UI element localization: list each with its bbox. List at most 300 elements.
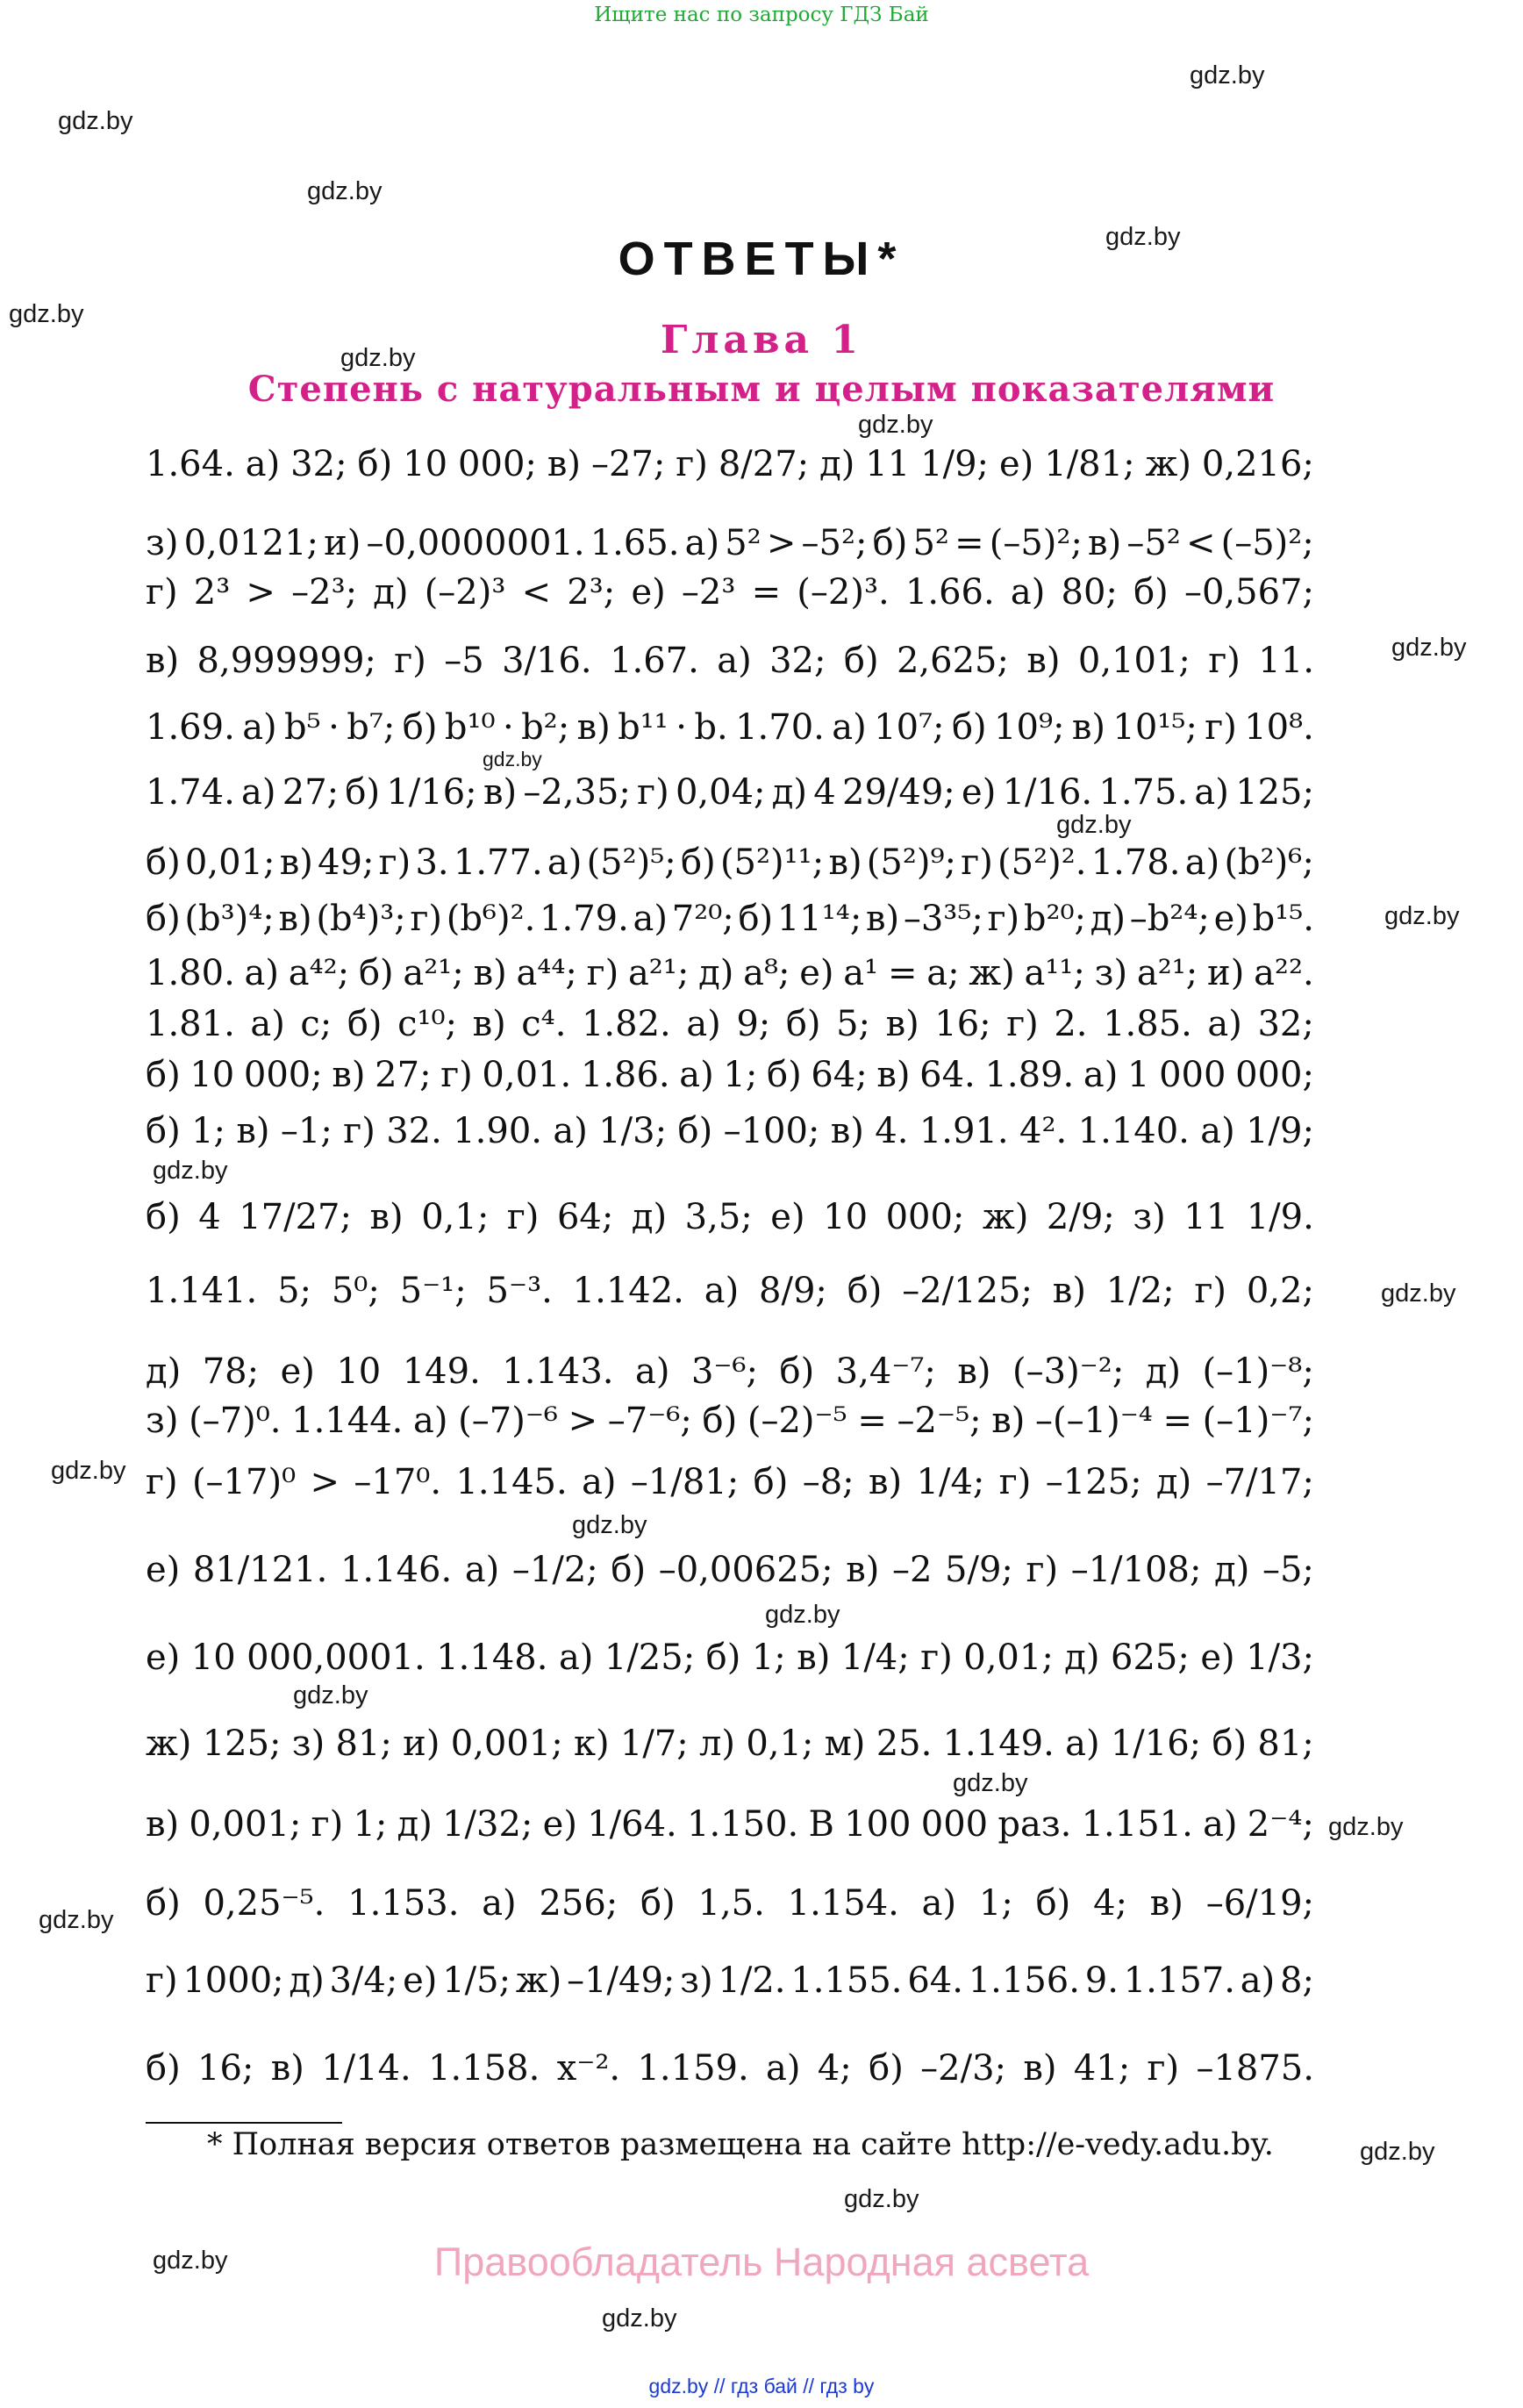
answer-token: 000; [458, 444, 537, 484]
answer-token: в) [828, 842, 862, 883]
answer-token: 000; [243, 1055, 323, 1095]
answer-token: а) [1194, 772, 1229, 813]
answer-token: в) [1052, 1271, 1086, 1311]
answer-line [146, 1004, 1314, 1044]
answer-token: 1.78. [1090, 842, 1181, 883]
answer-token: 1/32; [442, 1804, 533, 1845]
answer-token: а) [245, 444, 281, 484]
answer-token: > [310, 1462, 340, 1502]
answer-token: 1/16; [1110, 1724, 1202, 1764]
answer-token: c; [300, 1004, 332, 1044]
answer-token: 0,0121; [183, 523, 318, 563]
answer-token: 2⁻⁴; [1247, 1804, 1314, 1845]
answer-token: а) [1203, 1804, 1238, 1845]
answer-token: 1; [723, 1055, 758, 1095]
answer-token: г) [1006, 1004, 1039, 1044]
answer-token: а) [1010, 572, 1046, 613]
answer-token: 000,0001. [247, 1638, 425, 1678]
answer-token: е) [146, 1638, 181, 1678]
answer-token: г) [311, 1804, 344, 1845]
answer-token: а) [921, 1883, 957, 1924]
answer-token: г) [440, 1055, 473, 1095]
answer-token: д) [698, 953, 734, 993]
answer-token: (b²)⁶; [1224, 842, 1314, 883]
answer-token: 1.159. [637, 2048, 749, 2089]
answer-token: (5²)². [997, 842, 1087, 883]
answer-token: к) [573, 1724, 610, 1764]
answer-token: а) [241, 772, 276, 813]
answer-token: г) [1026, 1550, 1059, 1590]
answer-token: 1/4; [916, 1462, 985, 1502]
answer-token: а) [684, 523, 720, 563]
watermark: gdz.by [858, 411, 933, 439]
answer-token: е) [1200, 1638, 1235, 1678]
watermark: gdz.by [9, 300, 84, 328]
answer-token: 1.82. [581, 1004, 671, 1044]
answer-token: 1.66. [905, 572, 995, 613]
answer-token: 1.70. [735, 707, 825, 748]
answer-token: б) [767, 1055, 802, 1095]
answer-token: ж) [515, 1960, 562, 2001]
answer-line [146, 444, 1314, 484]
answer-token: е) [1213, 899, 1248, 939]
answer-token: 1/25; [604, 1638, 696, 1678]
answer-token: 5² [725, 523, 762, 563]
answer-token: (5²)⁹; [866, 842, 957, 883]
answer-token: г) [410, 899, 442, 939]
answer-token: 1/5; [442, 1960, 511, 2001]
answer-token: в) [1026, 641, 1061, 681]
answer-token: (b⁴)³; [316, 899, 406, 939]
answer-token: 5⁻¹; [399, 1271, 467, 1311]
answer-token: 1.154. [787, 1883, 899, 1924]
answer-token: г) [1147, 2048, 1180, 2089]
watermark: gdz.by [58, 107, 133, 135]
answer-token: з) [680, 1960, 713, 2001]
answer-token: д) [1155, 1462, 1192, 1502]
answer-token: 1/4; [840, 1638, 910, 1678]
answer-token: 5² [912, 523, 949, 563]
answer-token: a²¹; [403, 953, 464, 993]
answer-token: в) [270, 2048, 304, 2089]
answer-token: 2,625; [896, 641, 1009, 681]
answer-token: 2³; [567, 572, 616, 613]
answer-token: в) [369, 1197, 404, 1237]
chapter-heading: Глава 1 [661, 318, 862, 362]
answer-token: 1/3; [1246, 1638, 1314, 1678]
answer-token: b¹¹ [618, 707, 669, 748]
answer-token: 1.89. [984, 1055, 1075, 1095]
answer-line [146, 2048, 1314, 2089]
answer-token: 1 [1126, 1055, 1150, 1095]
answer-token: в) [473, 953, 507, 993]
answer-token: 81; [1257, 1724, 1314, 1764]
answer-token: 0,216; [1201, 444, 1314, 484]
answer-token: 100 [844, 1804, 912, 1845]
answer-token: а) [635, 1351, 670, 1392]
answer-token: г) [146, 572, 178, 613]
answer-token: б) [146, 1055, 181, 1095]
answer-token: (–1)⁻⁷; [1202, 1401, 1314, 1441]
answer-token: а) [1200, 1111, 1235, 1151]
answer-token: 1.80. [146, 953, 235, 993]
answer-line [146, 523, 1314, 563]
answer-token: б) [869, 2048, 904, 2089]
answer-token: 5⁰; [331, 1271, 380, 1311]
answer-token: е) [770, 1197, 805, 1237]
answer-token: б) [677, 1111, 713, 1151]
answer-token: б) [146, 842, 181, 883]
answer-token: c⁴. [521, 1004, 567, 1044]
watermark: gdz.by [1190, 61, 1265, 90]
copyright-notice: Правообладатель Народная асвета [433, 2240, 1090, 2284]
answer-token: б) [1035, 1883, 1071, 1924]
answer-token: 8; [1280, 1960, 1314, 2001]
answer-token: в) [483, 772, 518, 813]
answer-token: г) [146, 1462, 178, 1502]
answer-line [146, 1638, 1314, 1678]
answer-token: 2. [1054, 1004, 1088, 1044]
answer-token: –0,00625; [658, 1550, 833, 1590]
watermark: gdz.by [1381, 1279, 1456, 1308]
answer-token: а) [766, 2048, 801, 2089]
answer-token: 1.81. [146, 1004, 235, 1044]
answer-token: –6/19; [1205, 1883, 1314, 1924]
watermark: gdz.by [51, 1457, 126, 1485]
answer-token: 1.149. [942, 1724, 1055, 1764]
answer-token: а) [413, 1401, 448, 1441]
answer-token: 10 [823, 1197, 869, 1237]
answer-token: в) [991, 1401, 1026, 1441]
answer-token: 1.157. [1123, 1960, 1235, 2001]
watermark: gdz.by [153, 2247, 228, 2275]
answer-token: 78; [202, 1351, 260, 1392]
answer-token: (5²)⁵; [586, 842, 676, 883]
answer-token: в) [332, 1055, 366, 1095]
answer-token: а) [242, 707, 277, 748]
answer-token: д) [397, 1804, 433, 1845]
answer-token: 64. [919, 1055, 976, 1095]
answer-token: г) [987, 899, 1020, 939]
answer-token: · [502, 707, 514, 748]
watermark: gdz.by [572, 1511, 647, 1539]
answer-token: 0,01; [963, 1638, 1054, 1678]
answer-token: 1.156. [968, 1960, 1080, 2001]
answer-token: д) [1145, 1351, 1182, 1392]
answer-token: 32. [386, 1111, 442, 1151]
answer-token: = [857, 1401, 887, 1441]
answer-token: 1.151. [1081, 1804, 1193, 1845]
answer-token: 11¹⁴; [776, 899, 862, 939]
answer-token: 1/7; [619, 1724, 689, 1764]
answer-token: a⁴²; [288, 953, 350, 993]
answer-token: 0,2; [1246, 1271, 1314, 1311]
answer-token: 10⁷; [874, 707, 945, 748]
answer-token: b²; [521, 707, 570, 748]
answer-token: –5² [1126, 523, 1181, 563]
answer-token: 5/9; [945, 1550, 1013, 1590]
answer-token: 1; [751, 1638, 786, 1678]
answer-token: x⁻². [556, 2048, 621, 2089]
answer-token: 1/3; [598, 1111, 668, 1151]
answer-token: ж) [982, 1197, 1029, 1237]
answer-token: 7²⁰; [671, 899, 734, 939]
answer-token: –2/3; [920, 2048, 1006, 2089]
answer-token: и) [324, 523, 361, 563]
answer-line [146, 1960, 1314, 2001]
answer-token: д) [771, 772, 808, 813]
answer-token: 0,01. [482, 1055, 572, 1095]
answer-token: раз. [997, 1804, 1072, 1845]
answer-token: б) [872, 523, 908, 563]
answer-token: з) [146, 523, 179, 563]
answer-token: 1.64. [146, 444, 235, 484]
answer-token: 1.91. [919, 1111, 1009, 1151]
answer-token: b⁵ [284, 707, 321, 748]
answer-token: а) [464, 1550, 500, 1590]
answer-token: в) [1071, 707, 1105, 748]
watermark: gdz.by [1384, 902, 1460, 930]
answer-token: а) [1207, 1004, 1242, 1044]
answer-token: а) [633, 899, 668, 939]
answer-token: 29/49; [842, 772, 955, 813]
answer-token: а) [832, 707, 867, 748]
answer-token: < [521, 572, 552, 613]
answer-token: > [766, 523, 797, 563]
answer-token: 17/27; [239, 1197, 352, 1237]
answer-token: –7/17; [1205, 1462, 1314, 1502]
answer-token: а) [244, 953, 279, 993]
answer-token: 8,999999; [197, 641, 376, 681]
answer-token: 000 [1159, 1055, 1226, 1095]
answer-token: –1/81; [630, 1462, 740, 1502]
answer-token: (–7)⁻⁶ [458, 1401, 558, 1441]
answer-token: 1.155. [790, 1960, 903, 2001]
answer-token: в) [885, 1004, 919, 1044]
answer-line [146, 1401, 1314, 1441]
answer-token: 0,01; [184, 842, 275, 883]
answer-token: –1/108; [1070, 1550, 1202, 1590]
answer-token: a¹¹; [1024, 953, 1085, 993]
answer-token: 25. [876, 1724, 933, 1764]
answer-token: 9; [736, 1004, 771, 1044]
answer-token: (b³)⁴; [184, 899, 275, 939]
answer-token: г) [586, 953, 619, 993]
answer-token: б) [843, 641, 879, 681]
answer-token: 1.150. [687, 1804, 799, 1845]
answer-line [146, 1462, 1314, 1502]
answer-token: 32; [290, 444, 347, 484]
answer-token: б) [402, 707, 438, 748]
answer-token: м) [824, 1724, 866, 1764]
answer-token: г) [637, 772, 669, 813]
answer-line [146, 1550, 1314, 1590]
answer-token: 1/2. [718, 1960, 786, 2001]
answer-token: 1.85. [1103, 1004, 1192, 1044]
answer-token: в) [846, 1550, 880, 1590]
answer-token: 0,1; [746, 1724, 814, 1764]
answer-token: 149. [402, 1351, 481, 1392]
answer-token: г) [961, 842, 993, 883]
answer-token: г) [146, 1960, 178, 2001]
answer-token: 000; [885, 1197, 965, 1237]
answer-token: 1.79. [540, 899, 629, 939]
answer-token: = [751, 572, 782, 613]
answer-token: ж) [969, 953, 1015, 993]
answer-token: 1/2; [1105, 1271, 1175, 1311]
answer-token: е) [631, 572, 666, 613]
answer-line [146, 1724, 1314, 1764]
answer-token: 1.145. [455, 1462, 568, 1502]
answer-token: б) [345, 772, 381, 813]
footnote: * Полная версия ответов размещена на сайте http://e-vedy.adu.by. [207, 2127, 1274, 2162]
answer-token: 1.146. [340, 1550, 453, 1590]
answer-token: > [246, 572, 275, 613]
watermark: gdz.by [1105, 223, 1181, 251]
answer-token: 1.148. [436, 1638, 548, 1678]
answer-token: 1.143. [502, 1351, 614, 1392]
answer-line [146, 953, 1314, 993]
answer-token: а) [250, 1004, 285, 1044]
watermark: gdz.by [483, 748, 542, 770]
answer-token: –5²; [801, 523, 868, 563]
answer-token: (–5)²; [989, 523, 1083, 563]
answer-token: б) [347, 1004, 383, 1044]
answer-token: 80; [1061, 572, 1118, 613]
answer-token: в) [1023, 2048, 1057, 2089]
answer-line [146, 1804, 1314, 1845]
answer-token: д) [631, 1197, 668, 1237]
watermark: gdz.by [1360, 2138, 1435, 2166]
page-title: ОТВЕТЫ* [618, 233, 905, 285]
answer-line [146, 1351, 1314, 1392]
answer-token: –b²⁴; [1129, 899, 1210, 939]
answer-token: 10 [336, 1351, 382, 1392]
answer-token: (–5)²; [1220, 523, 1314, 563]
answer-token: в) [146, 1804, 180, 1845]
answer-token: –2,35; [523, 772, 631, 813]
answer-token: –2³; [291, 572, 358, 613]
answer-token: –125; [1045, 1462, 1142, 1502]
answer-token: 41; [1073, 2048, 1131, 2089]
top-banner-link[interactable]: Ищите нас по запросу ГДЗ Бай [594, 4, 929, 26]
answer-token: 27; [375, 1055, 432, 1095]
answer-token: –3³⁵; [903, 899, 983, 939]
watermark: gdz.by [39, 1906, 114, 1934]
answer-token: 1.158. [428, 2048, 540, 2089]
answer-token: в) [869, 1462, 903, 1502]
answer-token: з) [291, 1724, 325, 1764]
answer-token: 64. [907, 1960, 963, 2001]
answer-token: 1.77. [453, 842, 543, 883]
answer-token: (–2)³. [797, 572, 890, 613]
answer-token: –(–1)⁻⁴ [1035, 1401, 1153, 1441]
answer-token: 11 [1183, 1197, 1229, 1237]
answer-token: е) [146, 1550, 181, 1590]
answer-token: д) [146, 1351, 182, 1392]
answer-token: 5⁻³. [486, 1271, 553, 1311]
answer-token: –27; [590, 444, 666, 484]
answer-token: 0,1; [421, 1197, 490, 1237]
answer-token: –2/125; [902, 1271, 1033, 1311]
answer-token: –1/2; [511, 1550, 598, 1590]
answer-token: в) [279, 842, 313, 883]
answer-token: 1.140. [1077, 1111, 1190, 1151]
chapter-subtitle: Степень с натуральным и целым показателями [247, 369, 1276, 410]
answer-token: в) [146, 641, 180, 681]
watermark: gdz.by [1391, 634, 1467, 662]
answer-token: а) [1240, 1960, 1276, 2001]
answer-token: ж) [146, 1724, 192, 1764]
answer-token: з) [146, 1401, 179, 1441]
answer-token: в) [472, 1004, 506, 1044]
answer-line [146, 641, 1314, 681]
answer-token: (–7)⁰. [189, 1401, 282, 1441]
answer-token: в) [1149, 1883, 1183, 1924]
answer-token: б) [681, 842, 716, 883]
answer-token: 5; [277, 1271, 311, 1311]
answer-token: г) [1205, 707, 1237, 748]
answer-token: 1/16. [1002, 772, 1093, 813]
answer-token: –5 [444, 641, 484, 681]
answer-token: (–2)⁻⁵ [747, 1401, 847, 1441]
answer-token: a²¹; [1136, 953, 1198, 993]
answer-token: 16; [934, 1004, 991, 1044]
answer-token: b¹⁵. [1252, 899, 1314, 939]
answer-token: б) [146, 1197, 181, 1237]
answer-token: 4 [813, 772, 836, 813]
answer-token: 4². [1019, 1111, 1068, 1151]
answer-token: –1; [280, 1111, 332, 1151]
answer-token: –17⁰. [354, 1462, 442, 1502]
answer-token: 625; [1111, 1638, 1190, 1678]
answer-line [146, 707, 1314, 748]
answer-token: –0,567; [1183, 572, 1314, 613]
answer-token: 10¹⁵; [1112, 707, 1198, 748]
answer-token: д) [1064, 1638, 1100, 1678]
bottom-links[interactable]: gdz.by // гдз бай // гдз by [648, 2375, 875, 2397]
answer-token: b. [694, 707, 728, 748]
answer-token: 11 [865, 444, 911, 484]
answer-token: б) [753, 1462, 789, 1502]
answer-token: (b⁶)². [446, 899, 536, 939]
answer-token: б) [611, 1550, 647, 1590]
answer-token: a⁸; [743, 953, 790, 993]
answer-line [146, 1197, 1314, 1237]
answer-token: в) [576, 707, 611, 748]
answer-token: г) [1208, 641, 1241, 681]
answer-token: 1/9. [1246, 1197, 1314, 1237]
answer-token: а) [1184, 842, 1220, 883]
answer-token: 1/81; [1044, 444, 1135, 484]
answer-token: д) [819, 444, 855, 484]
answer-token: 1000; [182, 1960, 284, 2001]
answer-token: 2³ [193, 572, 231, 613]
answer-token: 0,001; [450, 1724, 563, 1764]
answer-token: 000 [920, 1804, 989, 1845]
answer-token: д) [1090, 899, 1126, 939]
answer-token: 3,4⁻⁷; [835, 1351, 936, 1392]
answer-token: а) [686, 1004, 721, 1044]
answer-token: 1/14. [321, 2048, 411, 2089]
answer-token: 32; [1257, 1004, 1314, 1044]
answer-token: b⁷; [347, 707, 396, 748]
answer-token: д) [373, 572, 409, 613]
answer-token: а) [558, 1638, 594, 1678]
answer-token: 64; [556, 1197, 614, 1237]
answer-token: б) [146, 1883, 181, 1924]
answer-line [146, 572, 1314, 613]
